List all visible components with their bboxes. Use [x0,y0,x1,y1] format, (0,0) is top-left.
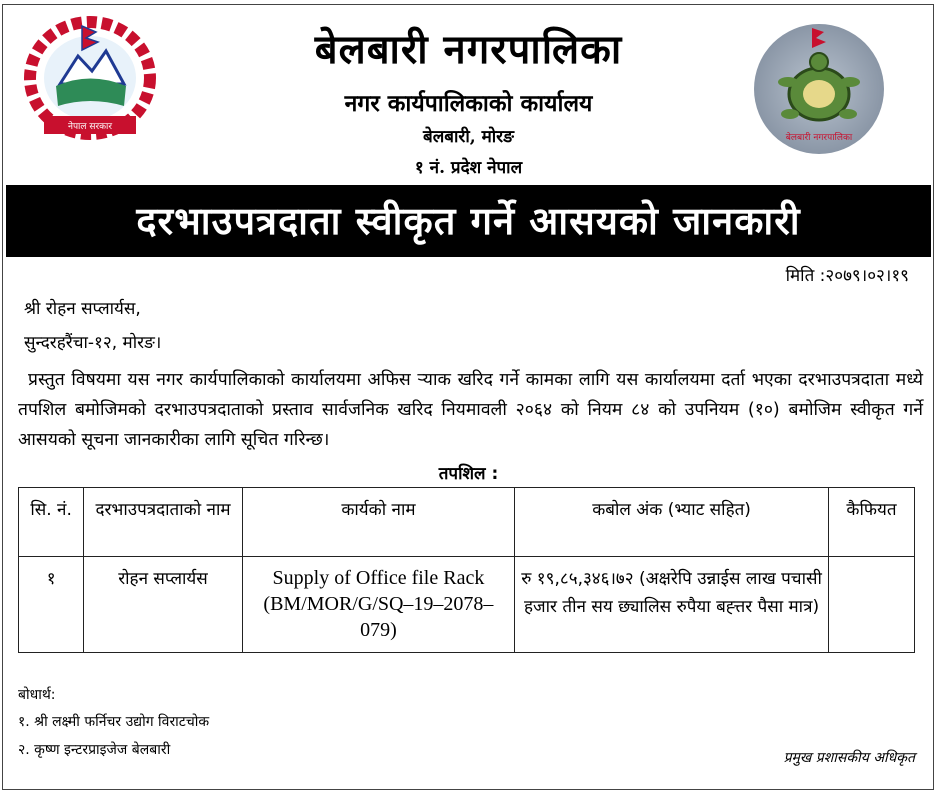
header-sn: सि. नं. [19,488,84,557]
cell-sn: १ [19,557,84,653]
municipality-title: बेलबारी नगरपालिका [314,26,623,73]
header-remarks: कैफियत [828,488,914,557]
left-emblem-text: नेपाल सरकार [67,122,113,132]
header-amount: कबोल अंक (भ्याट सहित) [515,488,829,557]
cc-item-1: १. श्री लक्ष्मी फर्निचर उद्योग विराटचोक [18,714,210,730]
cell-remarks [828,557,914,653]
cc-item-2: २. कृष्ण इन्टरप्राइजेज बेलबारी [18,742,171,758]
recipient-address: सुन्दरहरैंचा-१२, मोरङ। [24,333,162,353]
cell-bidder: रोहन सप्लार्यस [84,557,242,653]
notice-date: मिति :२०७९।०२।१९ [785,266,909,286]
province-line: १ नं. प्रदेश नेपाल [414,158,523,178]
table-title: तपशिल : [438,464,499,484]
office-address: बेलबारी, मोरङ [423,127,514,147]
office-subtitle: नगर कार्यपालिकाको कार्यालय [344,90,593,117]
recipient-name: श्री रोहन सप्लार्यस, [24,299,141,319]
bid-table [18,487,915,653]
header-work: कार्यको नाम [242,488,514,557]
signature-title: प्रमुख प्रशासकीय अधिकृत [783,750,915,766]
notice-banner: दरभाउपत्रदाता स्वीकृत गर्ने आसयको जानकारी [6,185,931,257]
cc-label: बोधार्थ: [18,687,56,703]
cell-amount: रु १९,८५,३४६।७२ (अक्षरेपि उन्नाईस लाख पचासी हजार तीन सय छ्यालिस रुपैया बह्त्तर पैसा मात्र) [515,557,829,653]
right-emblem-text: बेलबारी नगरपालिका [785,133,853,143]
notice-body: प्रस्तुत विषयमा यस नगर कार्यपालिकाको कार्यालयमा अफिस र्‍याक खरिद गर्ने कामका लागि यस कार्यालयमा दर्ता भएका दरभाउपत्रदाता मध्ये तपशिल बमोजिमको दरभाउपत्रदाताको प्रस्ताव सार्वजनिक खरिद नियमावली २०६४ को नियम ८४ को उपनियम (१०) बमोजिम स्वीकृत गर्ने आसयको सूचना जानकारीका लागि सूचित गरिन्छ। [18,370,923,450]
table-row [19,557,915,653]
cell-work: Supply of Office file Rack (BM/MOR/G/SQ–19–2078–079) [242,557,514,653]
table-header-row [19,488,915,557]
header-bidder: दरभाउपत्रदाताको नाम [84,488,242,557]
